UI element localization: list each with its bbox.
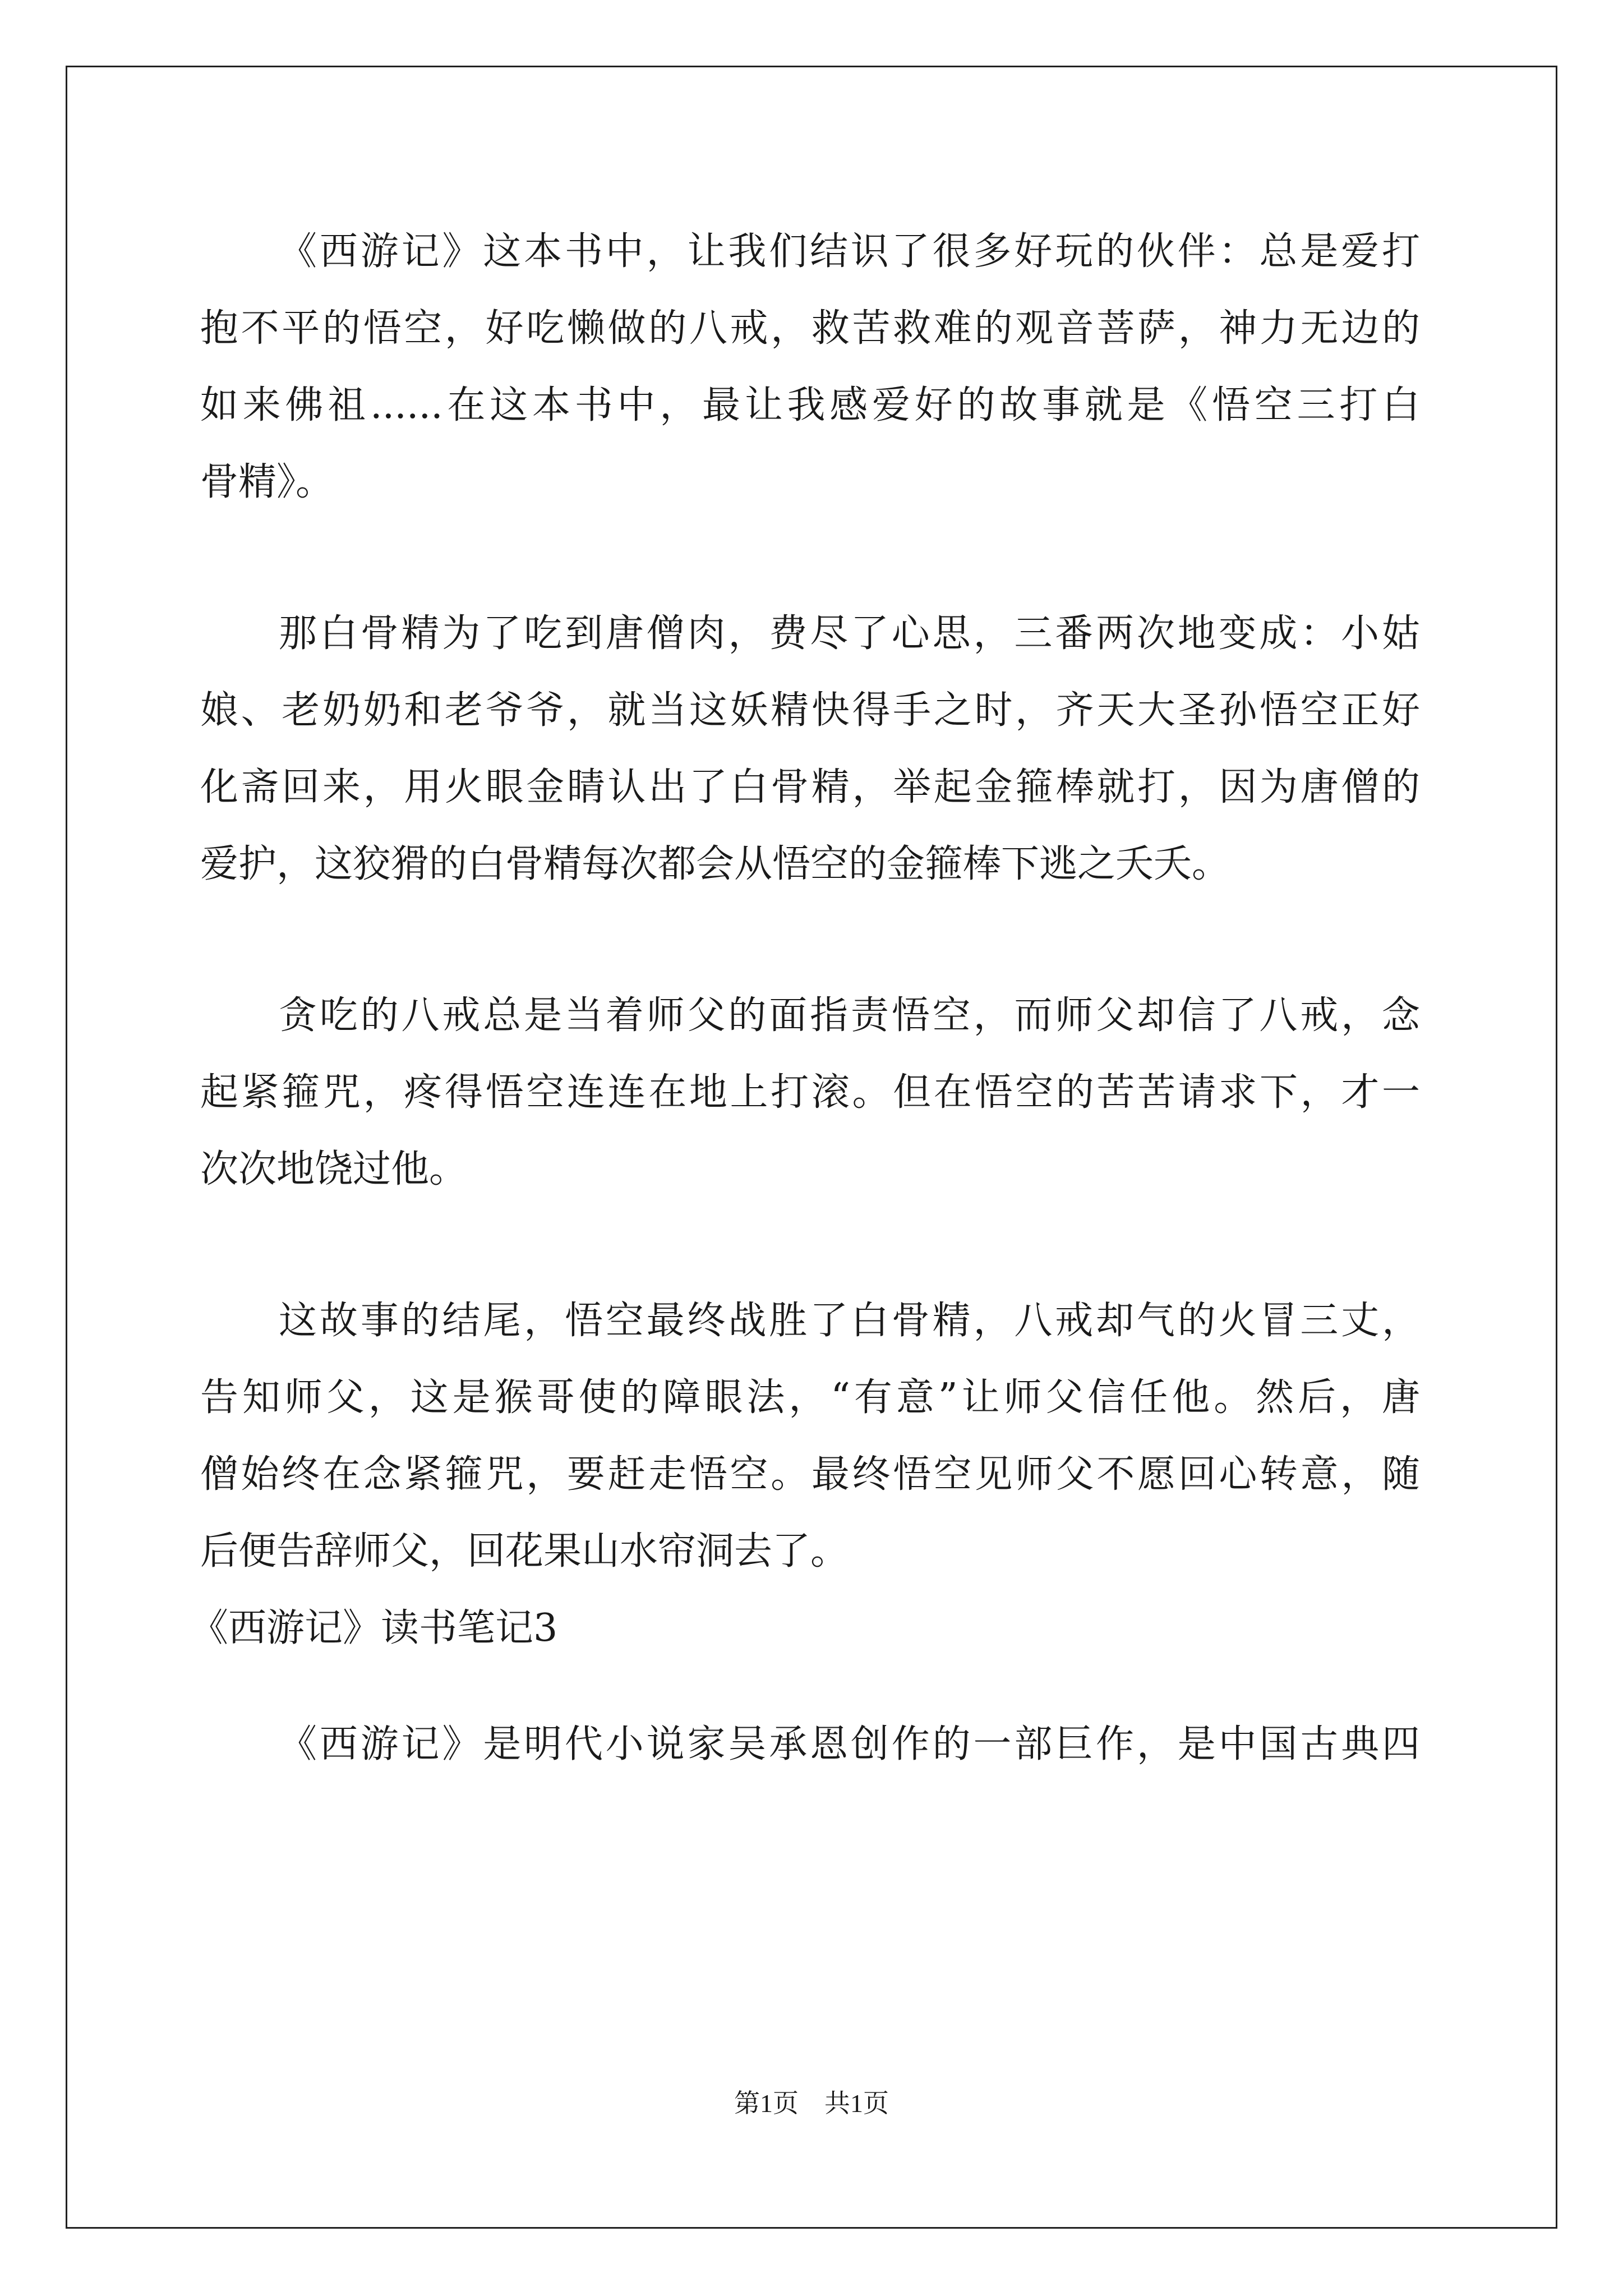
paragraph-1 bbox=[200, 213, 1420, 521]
text-line: 抱不平的悟空，好吃懒做的八戒，救苦救难的观音菩萨，神力无边的 bbox=[200, 306, 1420, 351]
paragraph-5 bbox=[200, 1706, 1420, 1783]
text-line: 那白骨精为了吃到唐僧肉，费尽了心思，三番两次地变成：小姑 bbox=[279, 611, 1420, 656]
section-heading: 《西游记》读书笔记3 bbox=[190, 1606, 558, 1650]
text-line: 爱护，这狡猾的白骨精每次都会从悟空的金箍棒下逃之夭夭。 bbox=[200, 842, 1230, 886]
text-line: 告知师父，这是猴哥使的障眼法，“有意”让师父信任他。然后，唐 bbox=[200, 1375, 1420, 1420]
text-line: 起紧箍咒，疼得悟空连连在地上打滚。但在悟空的苦苦请求下，才一 bbox=[200, 1070, 1420, 1115]
paragraph-3 bbox=[200, 977, 1420, 1208]
paragraph-2 bbox=[200, 595, 1420, 903]
paragraph-gap bbox=[200, 903, 1420, 977]
text-line: 次次地饶过他。 bbox=[200, 1147, 468, 1191]
page-number-footer: 第1页 共1页 bbox=[734, 2089, 889, 2118]
text-line: 《西游记》是明代小说家吴承恩创作的一部巨作，是中国古典四 bbox=[279, 1722, 1420, 1766]
text-line: 娘、老奶奶和老爷爷，就当这妖精快得手之时，齐天大圣孙悟空正好 bbox=[200, 688, 1420, 733]
text-line: 化斋回来，用火眼金睛认出了白骨精，举起金箍棒就打，因为唐僧的 bbox=[200, 765, 1420, 809]
paragraph-4 bbox=[200, 1282, 1420, 1590]
text-line: 僧始终在念紧箍咒，要赶走悟空。最终悟空见师父不愿回心转意，随 bbox=[200, 1452, 1420, 1497]
text-line: 贪吃的八戒总是当着师父的面指责悟空，而师父却信了八戒，念 bbox=[279, 993, 1420, 1038]
paragraph-gap bbox=[200, 1667, 1420, 1706]
document-body bbox=[190, 213, 1420, 1783]
text-line: 这故事的结尾，悟空最终战胜了白骨精，八戒却气的火冒三丈， bbox=[279, 1299, 1420, 1343]
paragraph-gap bbox=[200, 1208, 1420, 1282]
text-line: 《西游记》这本书中，让我们结识了很多好玩的伙伴：总是爱打 bbox=[279, 229, 1420, 274]
text-line: 后便告辞师父，回花果山水帘洞去了。 bbox=[200, 1529, 849, 1573]
text-line: 如来佛祖......在这本书中，最让我感爱好的故事就是《悟空三打白 bbox=[200, 383, 1420, 427]
paragraph-gap bbox=[200, 521, 1420, 595]
text-line: 骨精》。 bbox=[200, 460, 334, 504]
